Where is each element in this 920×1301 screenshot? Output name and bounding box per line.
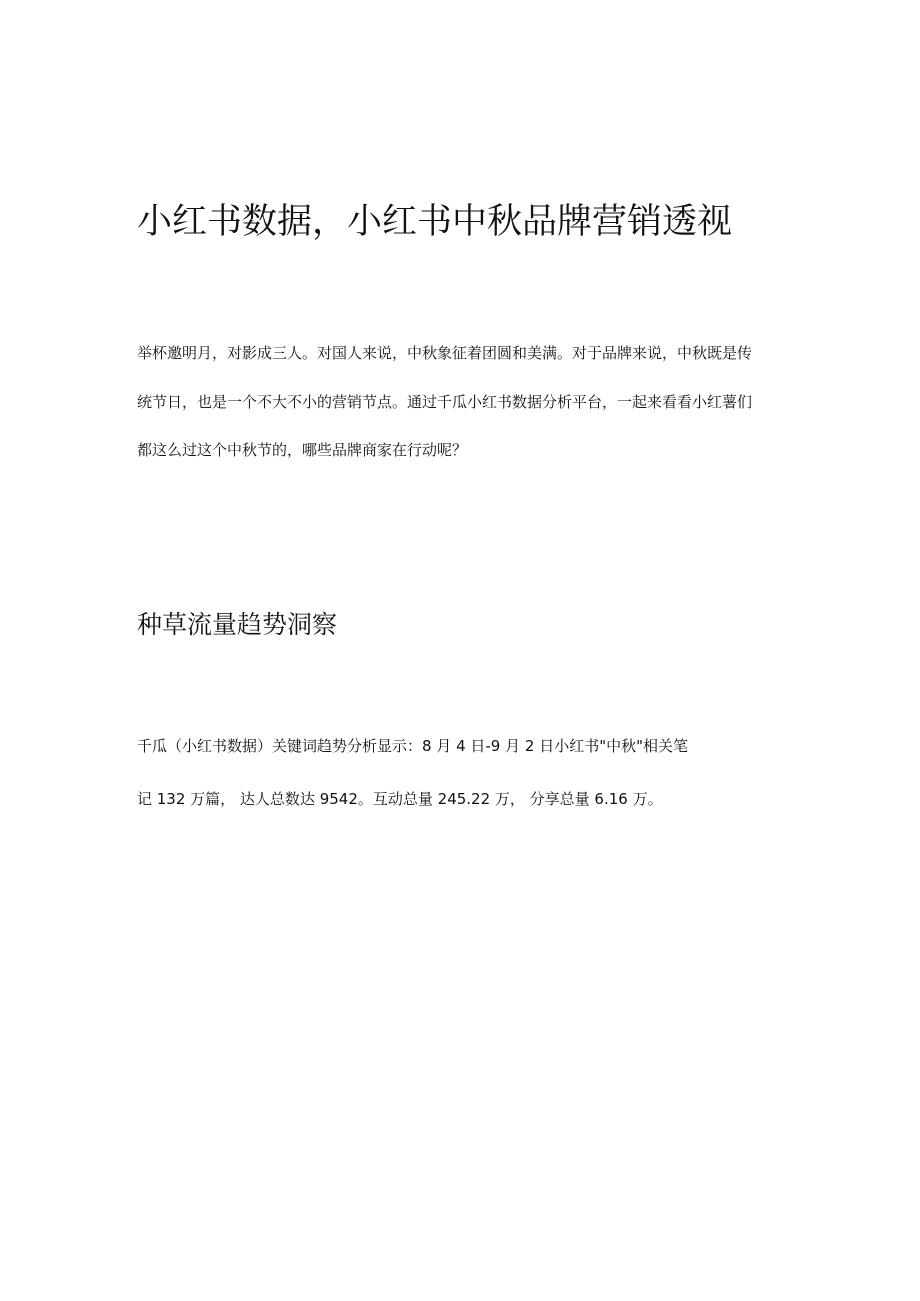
intro-paragraph-line: 统节日，也是一个不大不小的营销节点。通过千瓜小红书数据分析平台，一起来看看小红薯们 [137, 393, 753, 411]
section-paragraph-line: 千瓜（小红书数据）关键词趋势分析显示：8 月 4 日-9 月 2 日小红书"中秋"相关笔 [137, 737, 688, 755]
intro-paragraph-line: 举杯邀明月，对影成三人。对国人来说，中秋象征着团圆和美满。对于品牌来说，中秋既是传 [137, 344, 753, 362]
section-paragraph-line: 记 132 万篇， 达人总数达 9542。互动总量 245.22 万， 分享总量 6.16 万。 [137, 790, 663, 808]
intro-paragraph-line: 都这么过这个中秋节的，哪些品牌商家在行动呢？ [137, 441, 468, 459]
section-heading: 种草流量趋势洞察 [137, 610, 338, 639]
document-title: 小红书数据，小红书中秋品牌营销透视 [137, 202, 733, 242]
